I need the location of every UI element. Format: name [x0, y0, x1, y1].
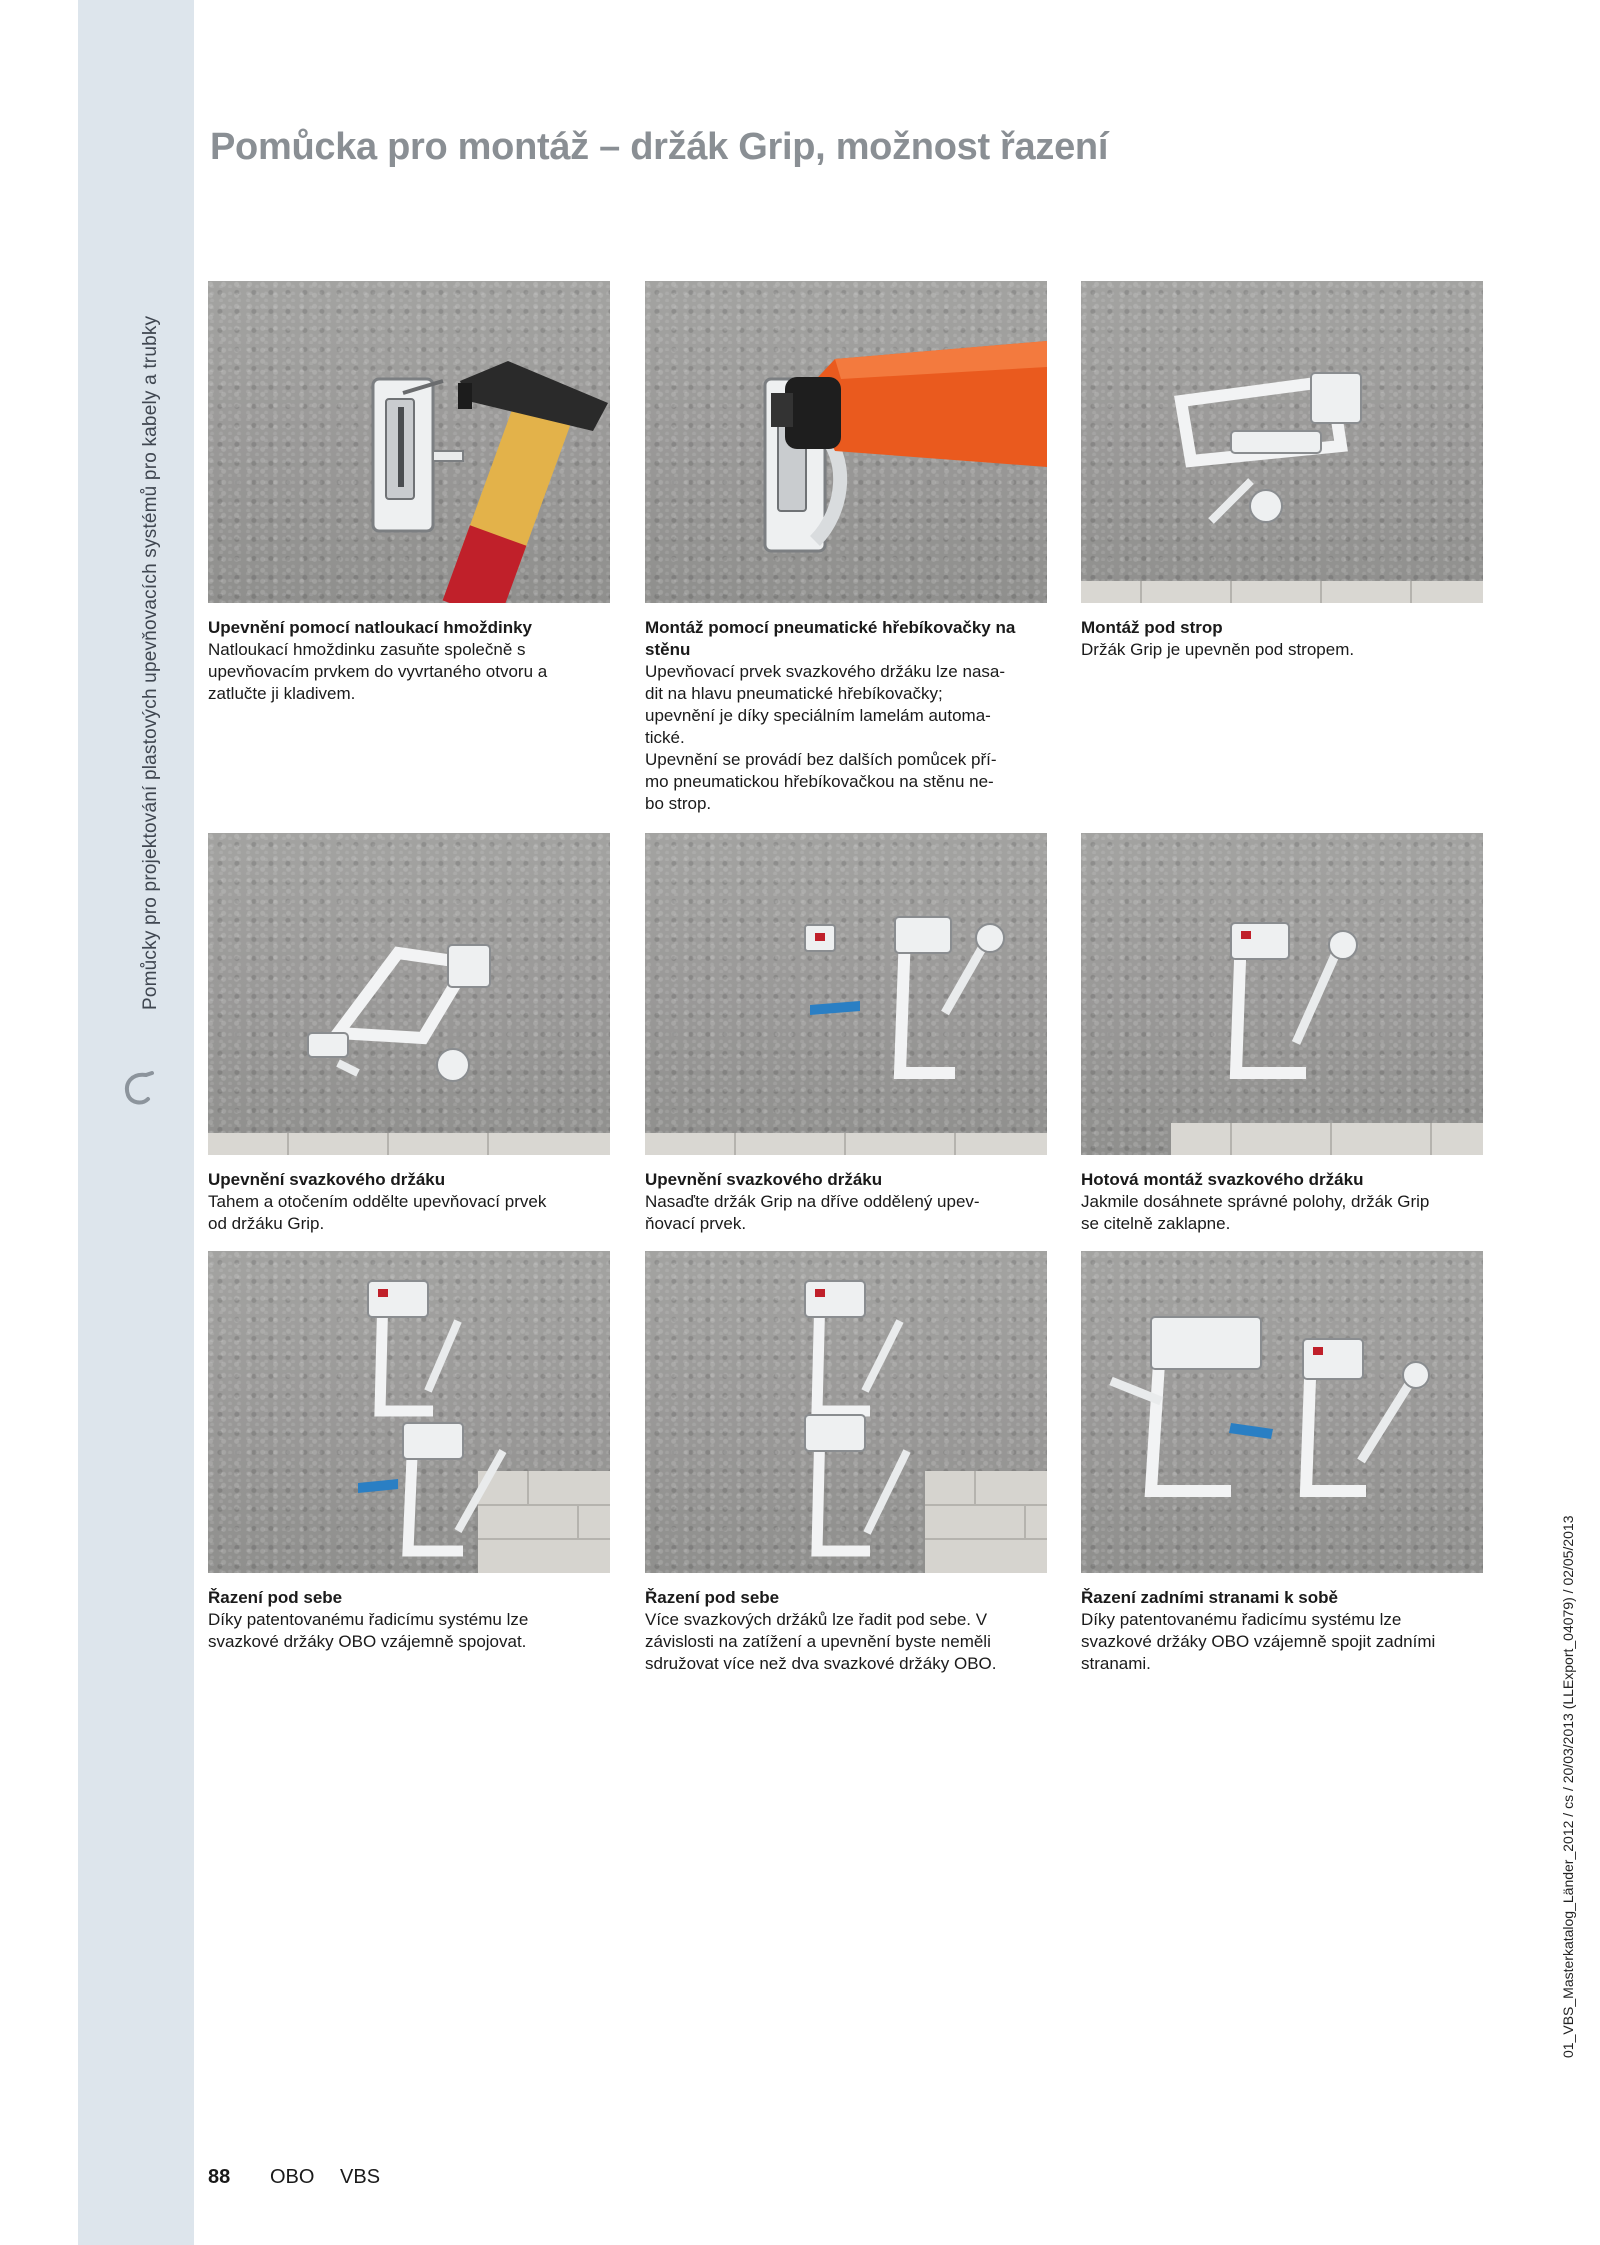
caption-body: Díky patentovanému řadicímu systému lze svazkové držáky OBO vzájemně spojovat. [208, 1610, 529, 1651]
finished-mount-illustration [1081, 833, 1483, 1155]
nailer-mounting-photo [645, 281, 1047, 603]
nailer-illustration [645, 281, 1047, 603]
caption-title: Řazení zadními stranami k sobě [1081, 1588, 1338, 1607]
attach-grip-illustration [645, 833, 1047, 1155]
caption-body: Více svazkových držáků lze řadit pod sebe. V závislosti na zatížení a upevnění byste neměli sdružovat více než dva svazkové držáky OBO. [645, 1610, 997, 1673]
caption-body: Upevňovací prvek svazkového držáku lze nasa- dit na hlavu pneumatické hřebíkovačky; upevnění je díky speciálním lamelám automa- tické. Upevnění se provádí bez dalších pomůcek pří- mo pneumatickou hřebíkovačkou na stěnu ne- bo strop. [645, 662, 1006, 813]
caption-title: Montáž pomocí pneumatické hřebíkovačky na stěnu [645, 618, 1016, 659]
caption-title: Upevnění svazkového držáku [208, 1170, 446, 1189]
step-stack-vertical-2 [645, 1251, 1047, 1675]
step-pneumatic-nailer [645, 281, 1047, 815]
finished-mount-photo [1081, 833, 1483, 1155]
page-number: 88 [208, 2166, 231, 2188]
step-separate-fastener [208, 833, 610, 1235]
step-finished-mount [1081, 833, 1483, 1235]
caption-body: Nasaďte držák Grip na dříve oddělený upev- ňovací prvek. [645, 1192, 980, 1233]
caption-body: Díky patentovanému řadicímu systému lze svazkové držáky OBO vzájemně spojit zadními stranami. [1081, 1610, 1436, 1673]
stack-vertical-photo-2 [645, 1251, 1047, 1573]
caption-body: Držák Grip je upevněn pod stropem. [1081, 640, 1355, 659]
caption-title: Řazení pod sebe [208, 1588, 343, 1607]
hammer-mounting-photo [208, 281, 610, 603]
caption-body: Jakmile dosáhnete správné polohy, držák Grip se citelně zaklapne. [1081, 1192, 1430, 1233]
stack-vertical-illustration-2 [645, 1251, 1047, 1573]
caption-title: Upevnění svazkového držáku [645, 1170, 883, 1189]
caption-title: Upevnění pomocí natloukací hmoždinky [208, 618, 532, 637]
step-stack-vertical-1 [208, 1251, 610, 1653]
separate-fastener-illustration [208, 833, 610, 1155]
step-back-to-back [1081, 1251, 1483, 1675]
separate-fastener-photo [208, 833, 610, 1155]
ceiling-mount-illustration [1081, 281, 1483, 603]
footer-brand: OBO VBS [270, 2166, 381, 2188]
stack-vertical-photo-1 [208, 1251, 610, 1573]
step-hammer-dowel [208, 281, 610, 705]
sidebar [78, 0, 194, 2245]
caption-title: Montáž pod strop [1081, 618, 1223, 637]
caption-body: Natloukací hmoždinku zasuňte společně s upevňovacím prvkem do vyvrtaného otvoru a zatlučte ji kladivem. [208, 640, 548, 703]
step-attach-grip [645, 833, 1047, 1235]
stack-vertical-illustration-1 [208, 1251, 610, 1573]
caption-title: Řazení pod sebe [645, 1588, 780, 1607]
step-ceiling-mount [1081, 281, 1483, 661]
ceiling-mount-photo [1081, 281, 1483, 603]
caption-title: Hotová montáž svazkového držáku [1081, 1170, 1364, 1189]
attach-grip-photo [645, 833, 1047, 1155]
document-meta: 01_VBS_Masterkatalog_Länder_2012 / cs / 20/03/2013 (LLExport_04079) / 02/05/2013 [1560, 1515, 1576, 2058]
back-to-back-photo [1081, 1251, 1483, 1573]
caption-body: Tahem a otočením oddělte upevňovací prvek od držáku Grip. [208, 1192, 547, 1233]
back-to-back-illustration [1081, 1251, 1483, 1573]
page-title: Pomůcka pro montáž – držák Grip, možnost řazení [210, 126, 1109, 168]
hammer-illustration [208, 281, 610, 603]
sidebar-category-label: Pomůcky pro projektování plastových upevňovacích systémů pro kabely a trubky [140, 315, 161, 1010]
hook-icon [116, 1065, 162, 1111]
